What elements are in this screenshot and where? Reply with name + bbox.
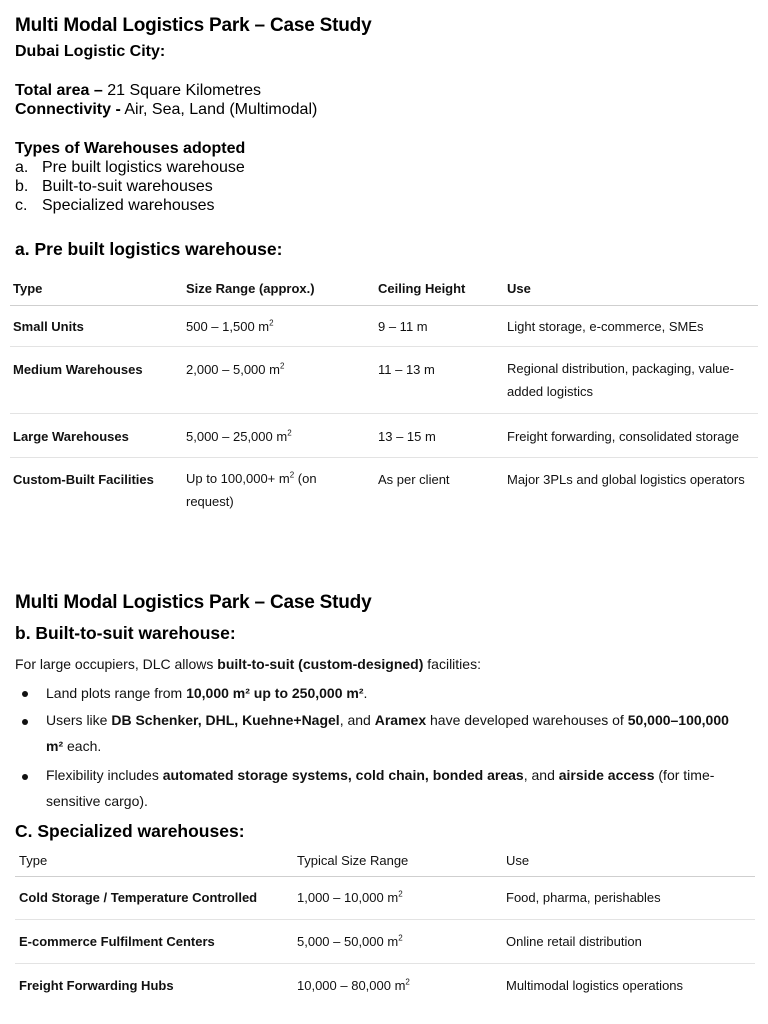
table-cell-use: Food, pharma, perishables xyxy=(506,890,661,905)
table-cell-height: 9 – 11 m xyxy=(378,319,428,334)
table-header-type: Type xyxy=(13,281,43,296)
type-text: Pre built logistics warehouse xyxy=(42,159,245,176)
connectivity-label: Connectivity - xyxy=(15,101,121,118)
table-cell-use: Light storage, e-commerce, SMEs xyxy=(507,319,704,334)
table-cell-use: Regional distribution, packaging, value-added logistics xyxy=(507,361,734,399)
table-cell-size: 5,000 – 25,000 $m^2$ xyxy=(186,428,292,444)
total-area-line xyxy=(15,82,261,100)
bullet-dot xyxy=(22,691,28,697)
page-title: Multi Modal Logistics Park – Case Study xyxy=(15,15,372,36)
table-cell-height: 13 – 15 m xyxy=(378,429,436,444)
table-cell-type: Medium Warehouses xyxy=(13,362,143,377)
table-cell-use: Multimodal logistics operations xyxy=(506,978,684,993)
table-cell-type: E-commerce Fulfilment Centers xyxy=(19,934,215,949)
connectivity-value: Air, Sea, Land (Multimodal) xyxy=(120,101,318,118)
table-cell-type: Cold Storage / Temperature Controlled xyxy=(19,890,258,905)
table-cell-size: Up to $100,000+ m^2$ (on request) xyxy=(186,470,317,509)
type-item xyxy=(15,159,245,177)
table-cell-use: Major 3PLs and global logistics operators xyxy=(507,472,745,487)
table-cell-size: 2,000 – 5,000 $m^2$ xyxy=(186,361,285,377)
table-cell-size: 500 – 1,500 $m^2$ xyxy=(186,318,274,334)
bullet-item: Users like DB Schenker, DHL, Kuehne+Nagel, and Aramex have developed warehouses of 50,000–100,000 m² each. xyxy=(46,712,729,754)
table-header-size: Size Range (approx.) xyxy=(186,281,315,296)
type-marker: a. xyxy=(15,159,29,176)
row-divider xyxy=(10,413,758,414)
table-cell-size: 1,000 – 10,000 $m^2$ xyxy=(297,889,403,905)
table-cell-type: Custom-Built Facilities xyxy=(13,472,154,487)
row-divider xyxy=(15,963,755,964)
type-item xyxy=(15,178,213,196)
table-cell-type: Large Warehouses xyxy=(13,429,129,444)
table-header-type: Type xyxy=(19,853,48,868)
row-divider xyxy=(10,457,758,458)
type-text: Built-to-suit warehouses xyxy=(42,178,213,195)
bullet-item: Flexibility includes automated storage systems, cold chain, bonded areas, and airside access (for time-sensitive cargo). xyxy=(46,767,715,809)
row-divider xyxy=(10,346,758,347)
table-cell-height: As per client xyxy=(378,472,450,487)
built-to-suit-heading: b. Built-to-suit warehouse: xyxy=(15,623,236,643)
header-divider xyxy=(15,876,755,877)
bullet-item: Land plots range from 10,000 m² up to 250,000 m². xyxy=(46,685,368,701)
type-marker: c. xyxy=(15,197,28,214)
connectivity-line xyxy=(15,101,317,119)
total-area-label: Total area – xyxy=(15,82,103,99)
page-subtitle: Dubai Logistic City: xyxy=(15,43,166,60)
type-item xyxy=(15,197,215,215)
section-title: Multi Modal Logistics Park – Case Study xyxy=(15,592,372,613)
row-divider xyxy=(15,919,755,920)
table-header-size: Typical Size Range xyxy=(297,853,409,868)
table-cell-type: Small Units xyxy=(13,319,84,334)
type-text: Specialized warehouses xyxy=(42,197,215,214)
built-to-suit-intro: For large occupiers, DLC allows built-to-suit (custom-designed) facilities: xyxy=(15,656,481,672)
table-header-use: Use xyxy=(506,853,530,868)
types-heading: Types of Warehouses adopted xyxy=(15,140,246,157)
table-cell-size: 5,000 – 50,000 $m^2$ xyxy=(297,933,403,949)
table-cell-height: 11 – 13 m xyxy=(378,362,435,377)
table-cell-use: Online retail distribution xyxy=(506,934,642,949)
table-cell-use: Freight forwarding, consolidated storage xyxy=(507,429,739,444)
table-cell-size: 10,000 – 80,000 $m^2$ xyxy=(297,977,410,993)
header-divider xyxy=(10,305,758,306)
bullet-dot xyxy=(22,719,28,725)
type-marker: b. xyxy=(15,178,29,195)
prebuilt-table-heading: a. Pre built logistics warehouse: xyxy=(15,239,283,259)
total-area-value: 21 Square Kilometres xyxy=(102,82,262,99)
table-header-height: Ceiling Height xyxy=(378,281,466,296)
specialized-heading: C. Specialized warehouses: xyxy=(15,821,245,841)
table-header-use: Use xyxy=(507,281,531,296)
bullet-dot xyxy=(22,774,28,780)
table-cell-type: Freight Forwarding Hubs xyxy=(19,978,174,993)
